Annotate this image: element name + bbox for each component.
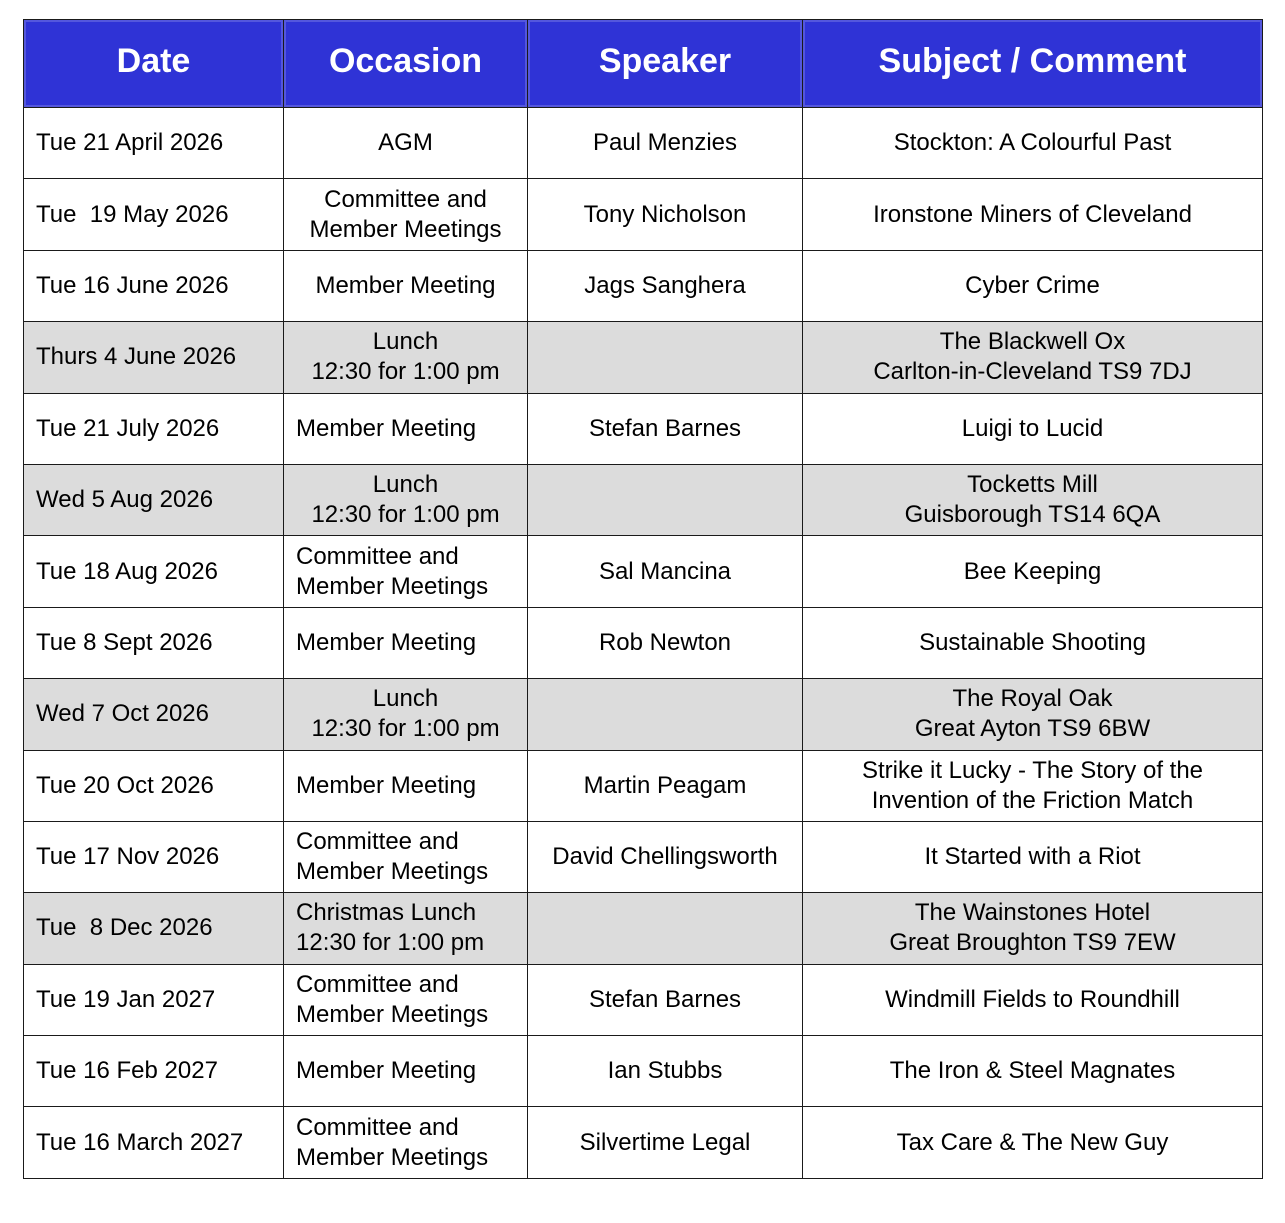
speaker-cell: Ian Stubbs xyxy=(528,1036,803,1107)
table-row xyxy=(24,179,1263,250)
subject-cell: The Wainstones Hotel Great Broughton TS9 7EW xyxy=(803,893,1263,964)
speaker-cell: Stefan Barnes xyxy=(528,393,803,464)
occasion-cell: Committee and Member Meetings xyxy=(284,536,528,607)
subject-cell: The Royal Oak Great Ayton TS9 6BW xyxy=(803,679,1263,750)
speaker-cell xyxy=(528,893,803,964)
subject-cell: Tocketts Mill Guisborough TS14 6QA xyxy=(803,464,1263,535)
occasion-cell: Member Meeting xyxy=(284,250,528,321)
date-cell: Tue 8 Sept 2026 xyxy=(24,607,284,678)
date-cell: Tue 18 Aug 2026 xyxy=(24,536,284,607)
subject-cell: It Started with a Riot xyxy=(803,821,1263,892)
header-row xyxy=(24,20,1263,108)
speaker-cell xyxy=(528,322,803,393)
speaker-cell: Stefan Barnes xyxy=(528,964,803,1035)
table-row xyxy=(24,750,1263,821)
occasion-cell: Lunch 12:30 for 1:00 pm xyxy=(284,679,528,750)
speaker-cell: David Chellingsworth xyxy=(528,821,803,892)
subject-cell: Strike it Lucky - The Story of the Invention of the Friction Match xyxy=(803,750,1263,821)
header-speaker: Speaker xyxy=(528,20,803,108)
table-header xyxy=(24,20,1263,108)
occasion-cell: Lunch 12:30 for 1:00 pm xyxy=(284,464,528,535)
table-row xyxy=(24,536,1263,607)
speaker-cell xyxy=(528,679,803,750)
occasion-cell: Member Meeting xyxy=(284,750,528,821)
speaker-cell xyxy=(528,464,803,535)
subject-cell: Windmill Fields to Roundhill xyxy=(803,964,1263,1035)
date-cell: Wed 5 Aug 2026 xyxy=(24,464,284,535)
subject-cell: The Iron & Steel Magnates xyxy=(803,1036,1263,1107)
table-row xyxy=(24,464,1263,535)
date-cell: Tue 16 Feb 2027 xyxy=(24,1036,284,1107)
date-cell: Tue 21 April 2026 xyxy=(24,108,284,179)
table-row xyxy=(24,1036,1263,1107)
header-date: Date xyxy=(24,20,284,108)
header-subject: Subject / Comment xyxy=(803,20,1263,108)
occasion-cell: Member Meeting xyxy=(284,1036,528,1107)
speaker-cell: Sal Mancina xyxy=(528,536,803,607)
date-cell: Tue 16 March 2027 xyxy=(24,1107,284,1178)
date-cell: Wed 7 Oct 2026 xyxy=(24,679,284,750)
subject-cell: Ironstone Miners of Cleveland xyxy=(803,179,1263,250)
occasion-cell: Committee and Member Meetings xyxy=(284,1107,528,1178)
date-cell: Tue 8 Dec 2026 xyxy=(24,893,284,964)
occasion-cell: Member Meeting xyxy=(284,607,528,678)
date-cell: Tue 19 May 2026 xyxy=(24,179,284,250)
date-cell: Tue 16 June 2026 xyxy=(24,250,284,321)
date-cell: Tue 17 Nov 2026 xyxy=(24,821,284,892)
table-row xyxy=(24,679,1263,750)
subject-cell: Luigi to Lucid xyxy=(803,393,1263,464)
subject-cell: Cyber Crime xyxy=(803,250,1263,321)
subject-cell: Bee Keeping xyxy=(803,536,1263,607)
occasion-cell: Committee and Member Meetings xyxy=(284,964,528,1035)
subject-cell: The Blackwell Ox Carlton-in-Cleveland TS9 7DJ xyxy=(803,322,1263,393)
occasion-cell: Lunch 12:30 for 1:00 pm xyxy=(284,322,528,393)
occasion-cell: Member Meeting xyxy=(284,393,528,464)
speaker-cell: Silvertime Legal xyxy=(528,1107,803,1178)
date-cell: Tue 21 July 2026 xyxy=(24,393,284,464)
speaker-cell: Jags Sanghera xyxy=(528,250,803,321)
table-row xyxy=(24,393,1263,464)
events-schedule-table xyxy=(23,19,1263,1179)
speaker-cell: Martin Peagam xyxy=(528,750,803,821)
speaker-cell: Paul Menzies xyxy=(528,108,803,179)
date-cell: Thurs 4 June 2026 xyxy=(24,322,284,393)
table-row xyxy=(24,893,1263,964)
table-body xyxy=(24,108,1263,1179)
table-row xyxy=(24,607,1263,678)
date-cell: Tue 19 Jan 2027 xyxy=(24,964,284,1035)
table-row xyxy=(24,964,1263,1035)
subject-cell: Stockton: A Colourful Past xyxy=(803,108,1263,179)
header-occasion: Occasion xyxy=(284,20,528,108)
subject-cell: Sustainable Shooting xyxy=(803,607,1263,678)
table-row xyxy=(24,108,1263,179)
table-row xyxy=(24,322,1263,393)
table-row xyxy=(24,821,1263,892)
occasion-cell: AGM xyxy=(284,108,528,179)
table-row xyxy=(24,250,1263,321)
date-cell: Tue 20 Oct 2026 xyxy=(24,750,284,821)
occasion-cell: Committee and Member Meetings xyxy=(284,179,528,250)
speaker-cell: Tony Nicholson xyxy=(528,179,803,250)
occasion-cell: Christmas Lunch 12:30 for 1:00 pm xyxy=(284,893,528,964)
subject-cell: Tax Care & The New Guy xyxy=(803,1107,1263,1178)
table-row xyxy=(24,1107,1263,1178)
speaker-cell: Rob Newton xyxy=(528,607,803,678)
occasion-cell: Committee and Member Meetings xyxy=(284,821,528,892)
